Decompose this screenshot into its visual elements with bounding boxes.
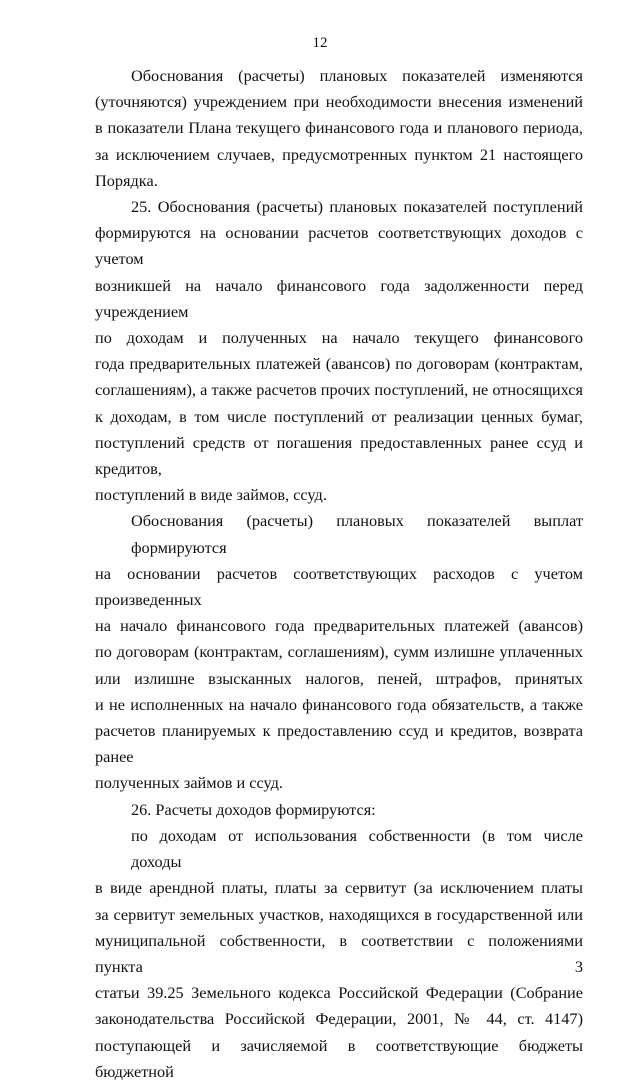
text-line: поступлений в виде займов, ссуд. [95, 485, 327, 505]
text-line: на начало финансового года предварительных платежей (авансов) [95, 616, 583, 636]
text-line: по доходам от использования собственности (в том числе доходы [131, 825, 583, 872]
text-line: соглашениям), а также расчетов прочих поступлений, не относящихся [95, 380, 583, 400]
text-line: 25. Обоснования (расчеты) плановых показателей поступлений [131, 197, 583, 217]
text-line: полученных займов и ссуд. [95, 773, 283, 793]
text-line: на основании расчетов соответствующих расходов с учетом произведенных [95, 563, 583, 610]
text-line: и не исполненных на начало финансового года обязательств, а также [95, 694, 583, 714]
text-line: за исключением случаев, предусмотренных пунктом 21 настоящего [95, 144, 583, 164]
paragraph-1 [95, 63, 583, 194]
text-line: в показатели Плана текущего финансового года и планового периода, [95, 118, 583, 138]
text-line: (уточняются) учреждением при необходимости внесения изменений [95, 92, 583, 112]
text-line: в виде арендной платы, платы за сервитут (за исключением платы [95, 878, 583, 898]
text-line: поступлений средств от погашения предоставленных ранее ссуд и кредитов, [95, 432, 583, 479]
text-line: возникшей на начало финансового года задолженности перед учреждением [95, 275, 583, 321]
text-line: или излишне взысканных налогов, пеней, штрафов, принятых [95, 668, 583, 688]
text-line: к доходам, в том числе поступлений от реализации ценных бумаг, [95, 406, 583, 426]
document-body [95, 63, 583, 1085]
text-line: за сервитут земельных участков, находящихся в государственной или [95, 904, 583, 924]
paragraph-26 [95, 797, 583, 823]
text-line: поступающей и зачисляемой в соответствующие бюджеты бюджетной [95, 1035, 583, 1081]
paragraph-payments [95, 508, 583, 796]
text-line: Обоснования (расчеты) плановых показателей выплат формируются [131, 511, 583, 557]
text-line: 26. Расчеты доходов формируются: [131, 799, 376, 819]
paragraph-25 [95, 194, 583, 508]
text-line: законодательства Российской Федерации, 2001, № 44, ст. 4147) [95, 1009, 583, 1029]
text-line: формируются на основании расчетов соответствующих доходов с учетом [95, 223, 583, 269]
text-line: статьи 39.25 Земельного кодекса Российской Федерации (Собрание [95, 983, 583, 1003]
text-line: расчетов планируемых к предоставлению ссуд и кредитов, возврата ранее [95, 721, 583, 767]
text-line: по договорам (контрактам, соглашениям), сумм излишне уплаченных [95, 642, 583, 662]
paragraph-property-income [95, 823, 583, 1085]
text-line: муниципальной собственности, в соответствии с положениями пункта 3 [95, 930, 583, 976]
page-number: 12 [312, 35, 328, 51]
text-line: Обоснования (расчеты) плановых показателей изменяются [131, 66, 583, 85]
text-line: по доходам и полученных на начало текущего финансового [95, 328, 583, 348]
text-line: года предварительных платежей (авансов) по договорам (контрактам, [95, 354, 583, 374]
text-line: Порядка. [95, 170, 158, 190]
